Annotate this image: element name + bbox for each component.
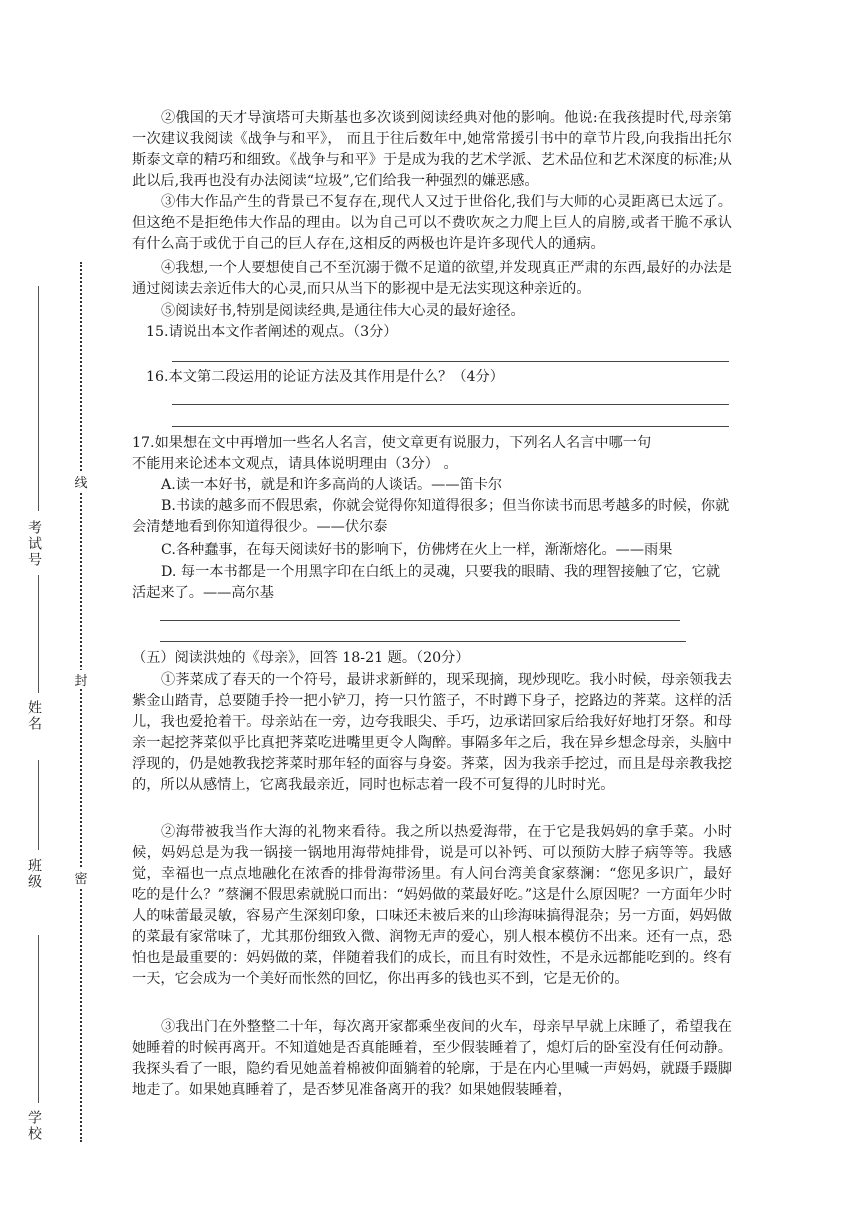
passage1-paragraph-3: ③伟大作品产生的背景已不复存在,现代人又过于世俗化,我们与大师的心灵距离已太远了。但这绝不是拒绝伟大作品的理由。以为自己可以不费吹灰之力爬上巨人的肩膀,或者干脆不承认有什么高于或优于自己的巨人存在,这相反的两极也许是许多现代人的通病。 xyxy=(132,194,732,252)
answer-line-17a[interactable] xyxy=(160,620,680,621)
option-d: D. 每一本书都是一个用黑字印在白纸上的灵魂，只要我的眼睛、我的理智接触了它，它就活起来了。——高尔基 xyxy=(132,564,721,601)
question-15: 15.请说出本文作者阐述的观点。（3分） xyxy=(146,324,398,340)
answer-line-16a[interactable] xyxy=(172,404,729,405)
question-16: 16.本文第二段运用的论证方法及其作用是什么？（4分） xyxy=(146,369,504,385)
section5-heading: （五）阅读洪烛的《母亲》，回答 18-21 题。（20分） xyxy=(132,650,470,666)
option-a: A.读一本好书，就是和许多高尚的人谈话。——笛卡尔 xyxy=(161,477,503,493)
option-c: C.各种蠢事，在每天阅读好书的影响下，仿佛烤在火上一样，渐渐熔化。——雨果 xyxy=(161,542,673,558)
section5-paragraph-3: ③我出门在外整整二十年，每次离开家都乘坐夜间的火车，母亲早早就上床睡了，希望我在她睡着的时候再离开。不知道她是否真能睡着，至少假装睡着了，熄灯后的卧室没有任何动静。我探头看了一眼，隐约看见她盖着棉被仰面躺着的轮廓，于是在内心里喊一声妈妈，就蹑手蹑脚地走了。如果她真睡着了，是否梦见准备离开的我？如果她假装睡着， xyxy=(132,1019,732,1098)
seal-char-mi: 密 xyxy=(74,868,88,887)
school-blank[interactable] xyxy=(38,935,39,1103)
passage1-paragraph-2: ②俄国的天才导演塔可夫斯基也多次谈到阅读经典对他的影响。他说:在我孩提时代,母亲第一次建议我阅读《战争与和平》， 而且于往后数年中,她常常援引书中的章节片段,向我指出托尔斯泰文章的精巧和细致。《战争与和平》于是成为我的艺术学派、艺术品位和艺术深度的标准;从此以后,我再也没有办法阅读“垃圾”,它们给我一种强烈的嫌恶感。 xyxy=(132,110,732,189)
question-17-line1: 17.如果想在文中再增加一些名人名言，使文章更有说服力，下列名人名言中哪一句 xyxy=(132,435,652,451)
school-label: 学校 xyxy=(26,1110,42,1142)
exam-number-blank[interactable] xyxy=(38,286,39,511)
seal-char-xian: 线 xyxy=(74,472,88,491)
answer-line-15[interactable] xyxy=(172,361,729,362)
passage1-paragraph-4: ④我想,一个人要想使自己不至沉溺于微不足道的欲望,并发现真正严肃的东西,最好的办法是通过阅读去亲近伟大的心灵,而只从当下的影视中是无法实现这种亲近的。 xyxy=(132,260,732,297)
answer-line-16b[interactable] xyxy=(172,426,729,427)
name-label: 姓名 xyxy=(26,700,42,732)
option-b: B.书读的越多而不假思索，你就会觉得你知道得很多；但当你读书而思考越多的时候，你就会清楚地看到你知道得很少。——伏尔泰 xyxy=(132,498,730,535)
answer-line-17b[interactable] xyxy=(160,641,686,642)
exam-number-label: 考试号 xyxy=(26,520,42,568)
section5-paragraph-1: ①荠菜成了春天的一个符号，最讲求新鲜的，现采现摘，现炒现吃。我小时候，母亲领我去紫金山踏青，总要随手拎一把小铲刀，挎一只竹篮子，不时蹲下身子，挖路边的荠菜。这样的活儿，我也爱抢着干。母亲站在一旁，边夸我眼尖、手巧，边承诺回家后给我好好地打牙祭。和母亲一起挖荠菜似乎比真把荠菜吃进嘴里更令人陶醉。事隔多年之后，我在异乡想念母亲，头脑中浮现的，仍是她教我挖荠菜时那年轻的面容与身姿。荠菜，因为我亲手挖过，而且是母亲教我挖的，所以从感情上，它离我最亲近，同时也标志着一段不可复得的儿时时光。 xyxy=(132,672,732,793)
seal-char-feng: 封 xyxy=(74,670,88,689)
name-blank[interactable] xyxy=(38,575,39,693)
seal-dotted-line xyxy=(80,262,82,1142)
class-label: 班级 xyxy=(26,858,42,890)
section5-paragraph-2: ②海带被我当作大海的礼物来看待。我之所以热爱海带，在于它是我妈妈的拿手菜。小时候，妈妈总是为我一锅接一锅地用海带炖排骨，说是可以补钙、可以预防大脖子病等等。我感觉，幸福也一点点地融化在浓香的排骨海带汤里。有人问台湾美食家蔡澜：“您见多识广，最好吃的是什么？”蔡澜不假思索就脱口而出：“妈妈做的菜最好吃。”这是什么原因呢？一方面年少时人的味蕾最灵敏，容易产生深刻印象，口味还未被后来的山珍海味搞得混杂；另一方面，妈妈做的菜最有家常味了，尤其那份细致入微、润物无声的爱心，别人根本模仿不出来。还有一点，恐怕也是最重要的：妈妈做的菜，伴随着我们的成长，而且有时效性，不是永远都能吃到的。终有一天，它会成为一个美好而怅然的回忆，你出再多的钱也买不到，它是无价的。 xyxy=(132,824,732,987)
passage1-paragraph-5: ⑤阅读好书,特别是阅读经典,是通往伟大心灵的最好途径。 xyxy=(161,303,525,319)
question-17-line2: 不能用来论述本文观点，请具体说明理由（3分） 。 xyxy=(132,456,458,472)
class-blank[interactable] xyxy=(38,760,39,850)
